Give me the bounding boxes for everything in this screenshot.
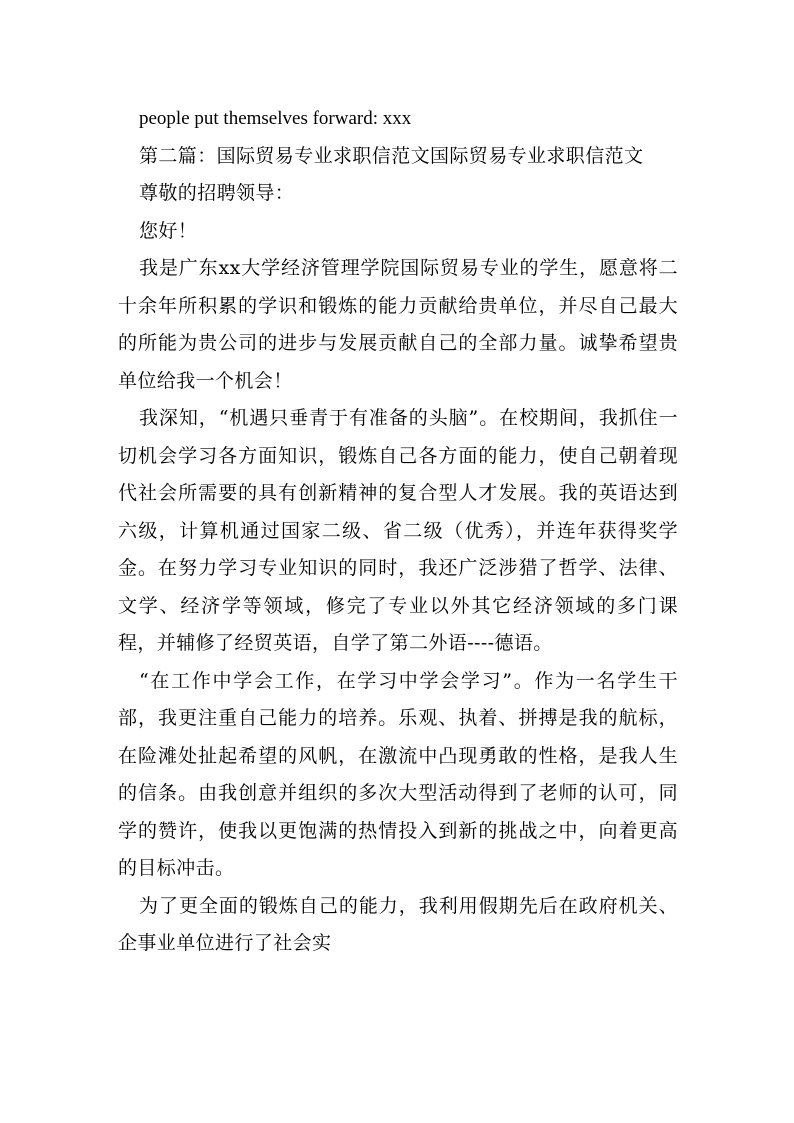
paragraph-leadership: “在工作中学会工作，在学习中学会学习”。作为一名学生干部，我更注重自己能力的培养。乐观、执着、拼搏是我的航标，在险滩处扯起希望的风帆，在激流中凸现勇敢的性格，是我人生的信条。由我创意并组织的多次大型活动得到了老师的认可，同学的赞许，使我以更饱满的热情投入到新的挑战之中，向着更高的目标冲击。 xyxy=(118,669,678,879)
intro-line: people put themselves forward: xxx xyxy=(139,108,412,129)
paragraph-practice: 为了更全面的锻炼自己的能力，我利用假期先后在政府机关、企事业单位进行了社会实 xyxy=(118,894,678,954)
section-title: 第二篇：国际贸易专业求职信范文国际贸易专业求职信范文 xyxy=(139,144,644,167)
letter-body xyxy=(118,100,678,963)
greeting: 您好！ xyxy=(139,219,198,242)
salutation: 尊敬的招聘领导： xyxy=(139,182,295,204)
paragraph-studies: 我深知，“机遇只垂青于有准备的头脑”。在校期间，我抓住一切机会学习各方面知识，锻炼自己各方面的能力，使自己朝着现代社会所需要的具有创新精神的复合型人才发展。我的英语达到六级，计算机通过国家二级、省二级（优秀），并连年获得奖学金。在努力学习专业知识的同时，我还广泛涉猎了哲学、法律、文学、经济学等领域，修完了专业以外其它经济领域的多门课程，并辅修了经贸英语，自学了第二外语----德语。 xyxy=(118,407,678,654)
paragraph-introduction: 我是广东xx大学经济管理学院国际贸易专业的学生，愿意将二十余年所积累的学识和锻炼的能力贡献给贵单位，并尽自己最大的所能为贵公司的进步与发展贡献自己的全部力量。诚挚希望贵单位给我一个机会！ xyxy=(118,257,678,392)
